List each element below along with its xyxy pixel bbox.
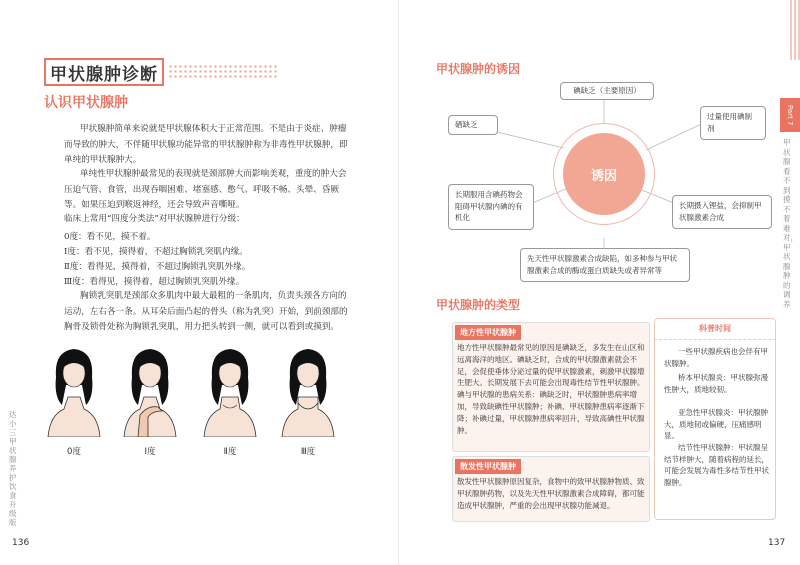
science-item-desc: 甲状腺弥漫性肿大，质地较韧。 [664,373,768,394]
science-item-name: 亚急性甲状腺炎： [678,408,738,417]
cause-excess-iodine: 过量使用碘制剂 [700,106,766,140]
right-running-title: 甲状腺看不到摸不着难对，甲状腺肿的调养 [783,138,798,309]
figure-caption-3: Ⅲ度 [300,447,316,457]
neck-figure-grade-0 [42,345,106,437]
figure-caption-1: Ⅰ度 [144,447,156,457]
cause-selenium: 硒缺乏 [448,115,498,135]
cause-drugs: 长期服用含碘药物会阻碍甲状腺内碘的有机化 [448,184,534,230]
paragraph-3: 临床上常用“四度分类法”对甲状腺肿进行分级： [64,214,245,224]
figure-caption-2: Ⅱ度 [223,447,237,457]
cause-congenital: 先天性甲状腺激素合成缺陷，如多种参与甲状腺激素合成的酶或蛋白质缺失或者异常等 [520,248,690,282]
page-number-right: 137 [768,538,786,548]
grade-2: Ⅱ度：看得见，摸得着，不超过胸锁乳突肌外缘。 [64,262,251,272]
sporadic-goiter-tag: 散发性甲状腺肿 [455,459,521,474]
grade-3: Ⅲ度：看得见，摸得着，超过胸锁乳突肌外缘。 [64,277,245,287]
cause-center-label: 诱因 [590,168,617,184]
science-item-subacute [664,407,770,442]
paragraph-2: 单纯性甲状腺肿最常见的表现就是颈部肿大而影响美观，重度的肿大会压迫气管、食管，出现吞咽困难、堵塞感、憋气、呼吸不畅、头晕、昏厥等。如果压迫到喉返神经，还会导致声音嘶哑。 [64,169,347,210]
neck-figure-grade-1 [118,345,182,437]
endemic-goiter-text: 地方性甲状腺肿最常见的原因是碘缺乏，多发生在山区和远离海洋的地区。碘缺乏时，合成的甲状腺激素就会不足，会促使垂体分泌过量的促甲状腺激素，刺激甲状腺增生肥大。长期发展下去可能会出现毒性结节性甲状腺肿。碘与甲状腺的患病关系：碘缺乏时，甲状腺肿患病率增加，导致缺碘性甲状腺肿；补碘、甲状腺肿患病率逐渐下降；补碘过量，甲状腺肿患病率回升，导致高碘性甲状腺肿。 [457,343,645,435]
science-intro: 一些甲状腺疾病也会伴有甲状腺肿。 [664,347,768,368]
chapter-tab: Part 7 [780,98,800,132]
grade-0: 0度：看不见，摸不着。 [64,232,156,242]
endemic-goiter-tag: 地方性甲状腺肿 [455,325,521,340]
edge-stripes [790,0,800,60]
paragraph-1: 甲状腺肿简单来说就是甲状腺体积大于正常范围。不是由于炎症、肿瘤而导致的肿大，不伴随甲状腺功能异常的甲状腺肿称为非毒性甲状腺肿，即单纯的甲状腺肿大。 [64,124,348,165]
science-item-desc: 甲状腺肿大，质地韧或偏硬，压痛感明显。 [664,408,768,440]
causes-title: 甲状腺肿的诱因 [436,62,521,76]
science-item-name: 桥本甲状腺炎： [678,373,731,382]
section-title: 甲状腺肿诊断 [50,64,158,85]
cause-iodine-deficiency: 碘缺乏（主要原因） [560,82,654,100]
decorative-dots [168,64,278,80]
science-title: 科普时间 [654,318,776,340]
left-running-title: 达小三甲状腺养护饮食升级版 [9,410,17,527]
types-title: 甲状腺肿的类型 [436,298,521,312]
neck-figure-grade-2 [198,345,262,437]
section-title-box [44,58,164,86]
paragraph-4: 胸锁乳突肌是颈部众多肌肉中最大最粗的一条肌肉，负责头颈各方向的运动，左右各一条。从耳朵后面凸起的骨头（称为乳突）开始，到前颈部的胸骨及锁骨处称为胸锁乳突肌，用力把头转到一侧，就可以看到或摸到。 [64,291,348,332]
sporadic-goiter-text: 散发性甲状腺肿原因复杂，食物中的致甲状腺肿物质、致甲状腺肿药物，以及先天性甲状腺激素合成障碍，都可能造成甲状腺肿，严重的会出现甲状腺功能减退。 [457,477,645,510]
cause-center-circle [563,133,645,215]
cause-lithium: 长期摄入锂盐，会抑制甲状腺激素合成 [672,195,772,229]
science-item-nodular [664,442,770,488]
science-item-desc: 甲状腺呈结节样肿大，随着病程的延长，可能会发展为毒性多结节性甲状腺肿。 [664,443,769,487]
page-number-left: 136 [12,538,30,548]
neck-figure-grade-3 [276,345,340,437]
subtitle: 认识甲状腺肿 [44,95,128,111]
science-item-hashimoto [664,372,770,395]
science-item-name: 结节性甲状腺肿： [678,443,738,452]
grade-1: Ⅰ度：看不见，摸得着，不超过胸锁乳突肌内缘。 [64,247,248,257]
figure-caption-0: 0度 [67,447,81,457]
